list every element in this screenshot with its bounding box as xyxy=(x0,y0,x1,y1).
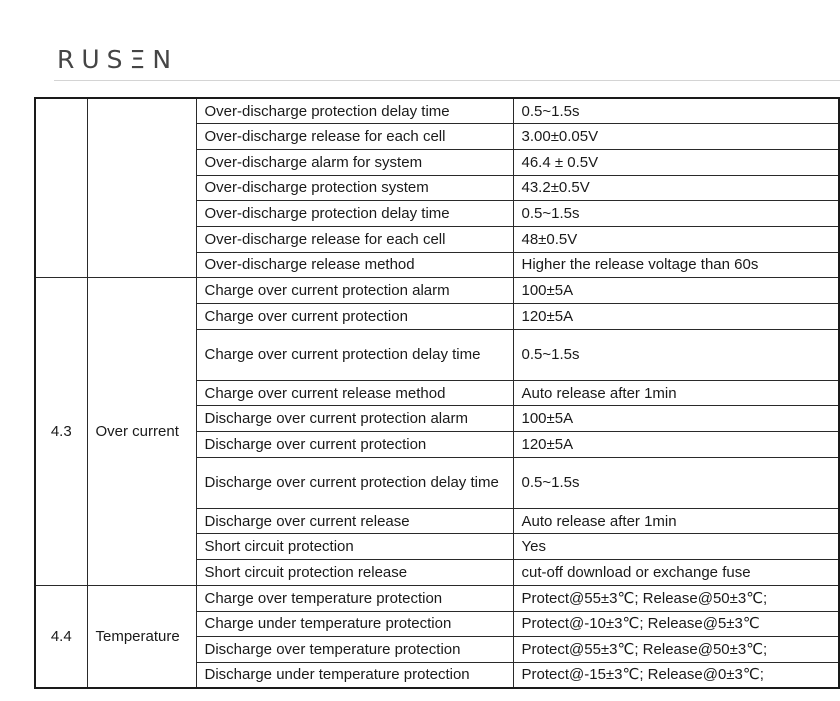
parameter-value: Protect@-15±3℃; Release@0±3℃; xyxy=(513,662,839,688)
parameter-value: Protect@-10±3℃; Release@5±3℃ xyxy=(513,611,839,637)
parameter-value: Auto release after 1min xyxy=(513,380,839,406)
parameter-name: Discharge over current protection delay time xyxy=(196,457,513,508)
section-name: Temperature xyxy=(87,585,196,688)
parameter-value: Auto release after 1min xyxy=(513,508,839,534)
rosen-logo: RᑌSΞN xyxy=(57,45,179,74)
parameter-value: Protect@55±3℃; Release@50±3℃; xyxy=(513,637,839,663)
parameter-name: Charge over current protection alarm xyxy=(196,278,513,304)
parameter-name: Over-discharge release method xyxy=(196,252,513,278)
section-name xyxy=(87,98,196,278)
parameter-value: Yes xyxy=(513,534,839,560)
parameter-name: Short circuit protection xyxy=(196,534,513,560)
parameter-value: cut-off download or exchange fuse xyxy=(513,560,839,586)
parameter-name: Charge over current protection delay time xyxy=(196,329,513,380)
parameter-value: 0.5~1.5s xyxy=(513,201,839,227)
parameter-name: Over-discharge release for each cell xyxy=(196,226,513,252)
table-row xyxy=(35,278,839,304)
parameter-name: Discharge over current release xyxy=(196,508,513,534)
parameter-name: Over-discharge protection delay time xyxy=(196,201,513,227)
section-number: 4.4 xyxy=(35,585,87,688)
parameter-value: 100±5A xyxy=(513,406,839,432)
parameter-value: 46.4 ± 0.5V xyxy=(513,149,839,175)
parameter-name: Charge over current protection xyxy=(196,304,513,330)
parameter-value: 120±5A xyxy=(513,432,839,458)
parameter-name: Over-discharge alarm for system xyxy=(196,149,513,175)
spec-table-body xyxy=(35,98,839,688)
parameter-value: 0.5~1.5s xyxy=(513,98,839,124)
parameter-name: Over-discharge protection delay time xyxy=(196,98,513,124)
section-name: Over current xyxy=(87,278,196,586)
parameter-value: Protect@55±3℃; Release@50±3℃; xyxy=(513,585,839,611)
parameter-name: Charge over temperature protection xyxy=(196,585,513,611)
parameter-value: 48±0.5V xyxy=(513,226,839,252)
parameter-value: 0.5~1.5s xyxy=(513,329,839,380)
parameter-name: Over-discharge release for each cell xyxy=(196,124,513,150)
parameter-name: Discharge over current protection xyxy=(196,432,513,458)
parameter-name: Short circuit protection release xyxy=(196,560,513,586)
parameter-value: 120±5A xyxy=(513,304,839,330)
section-number xyxy=(35,98,87,278)
parameter-value: Higher the release voltage than 60s xyxy=(513,252,839,278)
parameter-name: Over-discharge protection system xyxy=(196,175,513,201)
header-divider xyxy=(54,80,840,81)
section-number: 4.3 xyxy=(35,278,87,586)
parameter-value: 0.5~1.5s xyxy=(513,457,839,508)
parameter-name: Discharge over current protection alarm xyxy=(196,406,513,432)
table-row xyxy=(35,98,839,124)
spec-table xyxy=(34,97,840,689)
parameter-name: Charge over current release method xyxy=(196,380,513,406)
parameter-value: 43.2±0.5V xyxy=(513,175,839,201)
parameter-value: 100±5A xyxy=(513,278,839,304)
parameter-value: 3.00±0.05V xyxy=(513,124,839,150)
parameter-name: Discharge over temperature protection xyxy=(196,637,513,663)
parameter-name: Charge under temperature protection xyxy=(196,611,513,637)
parameter-name: Discharge under temperature protection xyxy=(196,662,513,688)
table-row xyxy=(35,585,839,611)
